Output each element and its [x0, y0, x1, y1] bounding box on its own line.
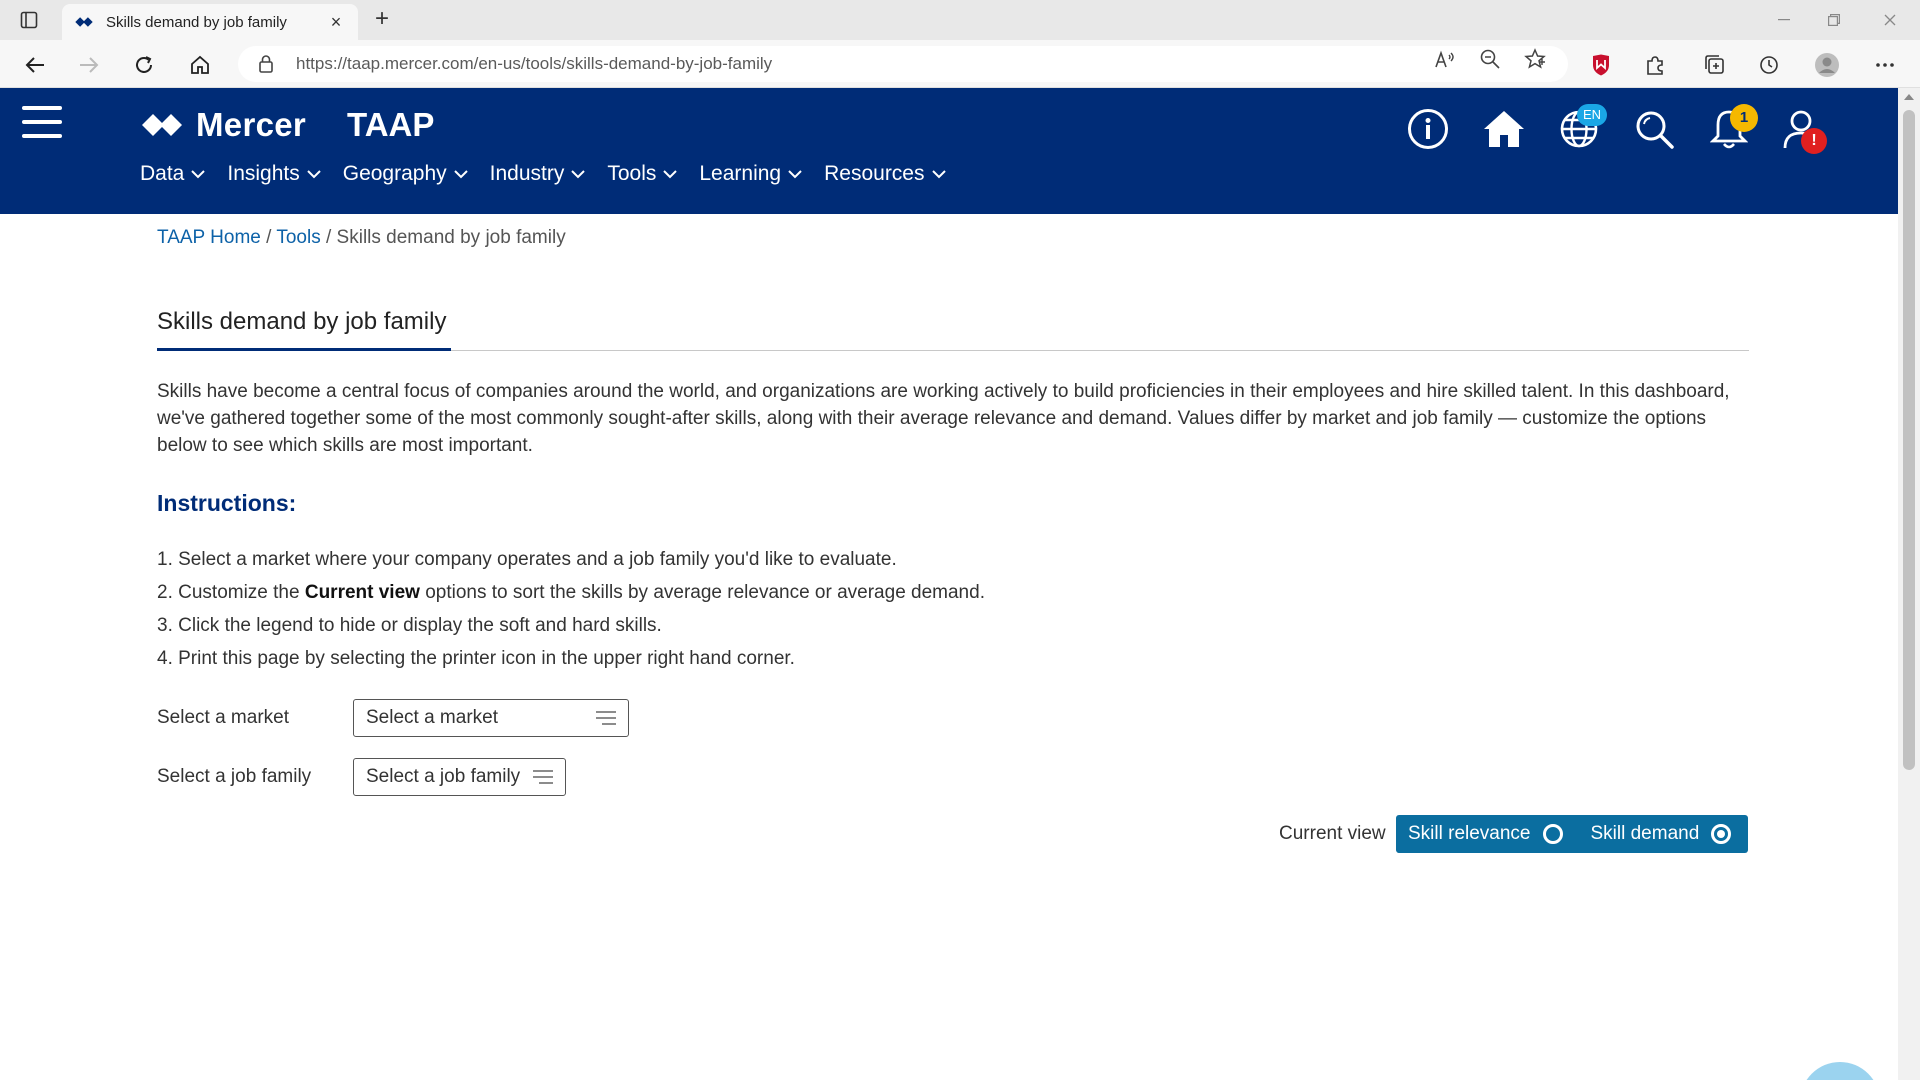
instruction-text: options to sort the skills by average relevance or average demand. — [419, 582, 985, 603]
profile-alert-badge: ! — [1801, 128, 1827, 154]
collections-icon[interactable] — [1702, 52, 1728, 78]
nav-label: Learning — [699, 162, 782, 185]
close-window-icon[interactable] — [1878, 8, 1902, 32]
nav-item-data[interactable] — [140, 162, 205, 186]
radio-button-selected[interactable] — [1711, 824, 1731, 844]
nav-label: Tools — [607, 162, 657, 185]
hamburger-menu-icon[interactable] — [22, 106, 62, 138]
instructions-heading: Instructions: — [157, 490, 297, 516]
chevron-down-icon — [571, 169, 585, 179]
more-options-icon[interactable] — [1872, 52, 1898, 78]
title-underline — [157, 348, 451, 351]
breadcrumb — [157, 227, 566, 249]
favorite-star-icon[interactable] — [1524, 48, 1546, 70]
history-icon[interactable] — [1756, 52, 1782, 78]
chevron-down-icon — [307, 169, 321, 179]
main-nav — [140, 162, 968, 186]
zoom-out-icon[interactable] — [1479, 48, 1501, 70]
back-icon[interactable] — [22, 52, 48, 78]
instruction-step — [157, 579, 985, 612]
current-view-label: Current view — [1279, 823, 1386, 844]
minimize-icon[interactable] — [1772, 8, 1796, 32]
chevron-down-icon — [663, 169, 677, 179]
chevron-down-icon — [932, 169, 946, 179]
nav-label: Geography — [342, 162, 447, 185]
nav-item-insights[interactable] — [227, 162, 320, 186]
list-lines-icon — [596, 711, 616, 725]
extensions-puzzle-icon[interactable] — [1642, 52, 1668, 78]
scroll-up-arrow-icon[interactable] — [1904, 94, 1914, 100]
read-aloud-icon[interactable] — [1434, 48, 1456, 70]
option-label: Skill demand — [1590, 823, 1700, 844]
product-name[interactable]: TAAP — [347, 106, 435, 143]
nav-label: Resources — [824, 162, 925, 185]
instruction-step: 4. Print this page by selecting the printer icon in the upper right hand corner. — [157, 648, 795, 669]
breadcrumb-tools-link[interactable]: Tools — [276, 227, 321, 248]
mercer-logo[interactable] — [140, 106, 306, 144]
new-tab-icon[interactable]: + — [374, 5, 389, 32]
browser-tab-bar — [0, 0, 1920, 40]
breadcrumb-current: Skills demand by job family — [336, 227, 566, 248]
site-header — [0, 88, 1898, 214]
profile-avatar-icon[interactable] — [1814, 52, 1840, 78]
instructions-list — [157, 546, 985, 678]
chat-help-bubble[interactable] — [1800, 1062, 1880, 1080]
option-label: Skill relevance — [1408, 823, 1531, 844]
refresh-icon[interactable] — [131, 52, 157, 78]
browser-toolbar — [0, 40, 1920, 88]
skill-demand-option[interactable] — [1591, 823, 1732, 845]
chevron-down-icon — [788, 169, 802, 179]
skill-relevance-option[interactable] — [1408, 823, 1563, 845]
nav-item-industry[interactable] — [490, 162, 586, 186]
language-badge: EN — [1577, 104, 1607, 126]
close-tab-icon[interactable]: × — [330, 11, 342, 32]
job-family-label: Select a job family — [157, 766, 312, 787]
home-icon[interactable] — [1481, 106, 1527, 152]
info-icon[interactable] — [1405, 106, 1451, 152]
notification-count-badge: 1 — [1730, 104, 1758, 132]
current-view-toggle — [1396, 815, 1748, 853]
search-icon[interactable] — [1631, 106, 1677, 152]
job-family-select-value: Select a job family — [366, 766, 521, 787]
breadcrumb-separator: / — [320, 227, 337, 248]
lock-icon[interactable] — [258, 54, 278, 74]
chevron-down-icon — [454, 169, 468, 179]
nav-item-learning[interactable] — [699, 162, 802, 186]
nav-item-resources[interactable] — [824, 162, 945, 186]
list-lines-icon — [533, 770, 553, 784]
mercer-favicon-icon — [74, 15, 94, 29]
mcafee-shield-icon[interactable] — [1588, 52, 1614, 78]
address-bar[interactable] — [238, 46, 1568, 82]
radio-button[interactable] — [1543, 824, 1563, 844]
instruction-step: 1. Select a market where your company operates and a job family you'd like to evaluate. — [157, 549, 897, 570]
breadcrumb-separator: / — [260, 227, 277, 248]
instruction-step: 3. Click the legend to hide or display the soft and hard skills. — [157, 615, 662, 636]
nav-item-geography[interactable] — [343, 162, 468, 186]
home-browser-icon[interactable] — [187, 52, 213, 78]
browser-tab-active[interactable] — [62, 4, 358, 40]
job-family-select[interactable] — [353, 758, 566, 796]
brand-name: Mercer — [196, 106, 307, 143]
nav-label: Data — [140, 162, 185, 185]
nav-item-tools[interactable] — [607, 162, 677, 186]
scroll-thumb[interactable] — [1903, 110, 1915, 770]
chevron-down-icon — [191, 169, 205, 179]
nav-label: Insights — [227, 162, 300, 185]
instruction-emphasis: Current view — [304, 582, 420, 603]
market-label: Select a market — [157, 707, 289, 728]
tab-title: Skills demand by job family — [106, 13, 287, 31]
page-scrollbar[interactable] — [1898, 88, 1920, 1080]
forward-icon[interactable] — [76, 52, 102, 78]
market-select-value: Select a market — [366, 707, 498, 728]
page-title: Skills demand by job family — [157, 308, 447, 335]
market-select[interactable] — [353, 699, 629, 737]
mercer-logo-mark-icon — [140, 110, 186, 140]
url-text: https://taap.mercer.com/en-us/tools/skills-demand-by-job-family — [296, 54, 773, 73]
tab-actions-icon[interactable] — [18, 9, 40, 31]
nav-label: Industry — [489, 162, 565, 185]
breadcrumb-home-link[interactable]: TAAP Home — [157, 227, 261, 248]
instruction-text: 2. Customize the — [157, 582, 305, 603]
restore-icon[interactable] — [1822, 8, 1846, 32]
intro-paragraph: Skills have become a central focus of companies around the world, and organizations are working actively to build proficiencies in their employees and hire skilled talent. In this dashboard, we've gathered together some of the most commonly sought-after skills, along with their average relevance and demand. Values differ by market and job family — customize the options below to see which skills are most important. — [157, 381, 1730, 456]
